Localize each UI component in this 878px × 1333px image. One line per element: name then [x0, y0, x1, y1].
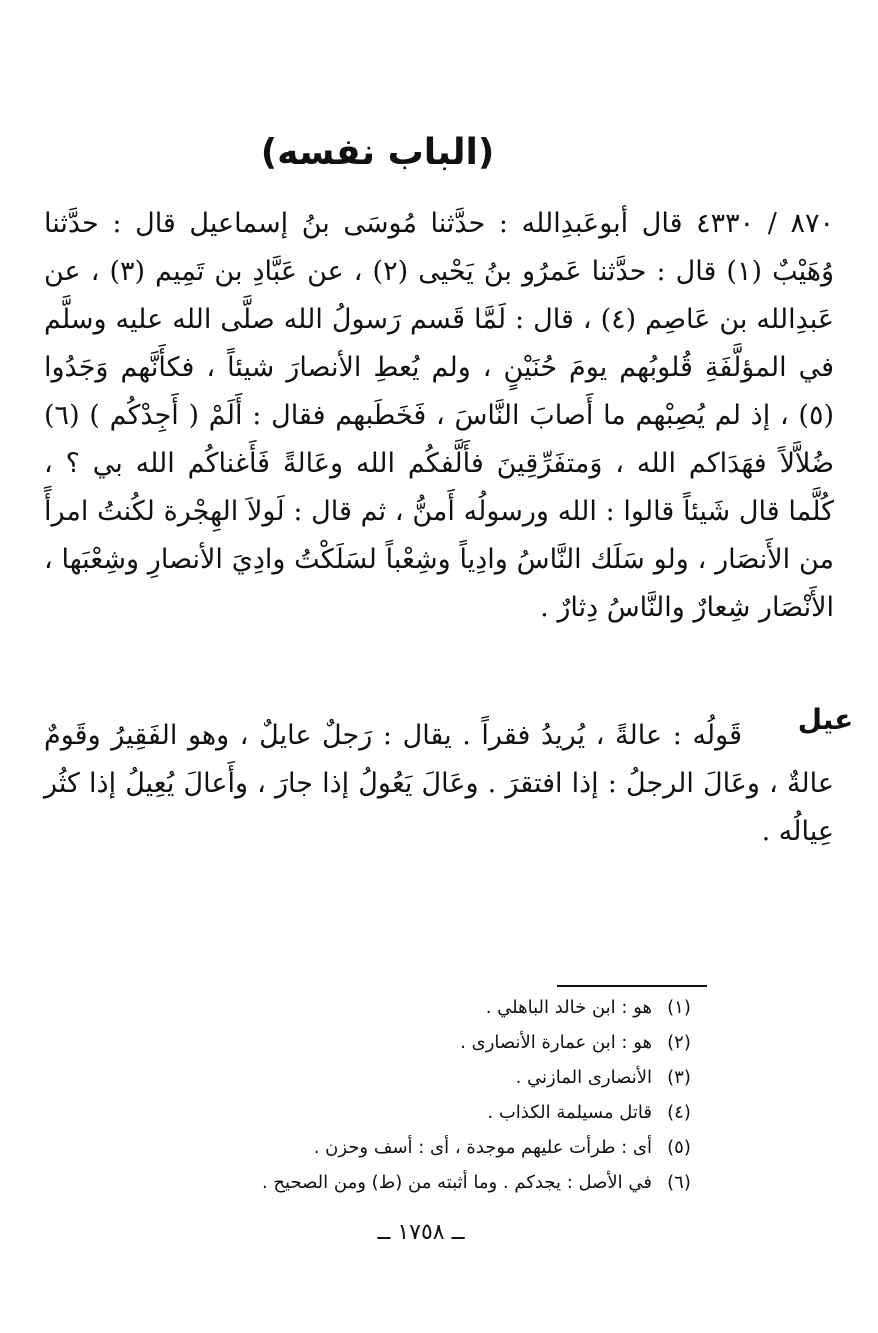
- footnote-number: (١): [667, 997, 691, 1018]
- footnote-number: (٢): [667, 1032, 691, 1053]
- footnotes-list: [146, 990, 706, 1200]
- footnote-number: (٦): [667, 1172, 691, 1193]
- footnote-number: (٤): [667, 1102, 691, 1123]
- footnote-text: أى : طرأت عليهم موجدة ، أى : أسف وحزن .: [313, 1137, 652, 1158]
- footnote-item: [146, 1130, 706, 1165]
- footnote-item: [146, 1025, 706, 1060]
- footnote-item: [146, 990, 706, 1025]
- gloss-text: قَولُه : عالةً ، يُريدُ فقراً . يقال : رَجلٌ عايلٌ ، وهو الفَقِيرُ وقَومٌ عالةٌ ، وعَالَ الرجلُ : إذا افتقرَ . وعَالَ يَعُولُ إذا جارَ ، وأَعالَ يُعِيلُ إذا كثُر عِيالُه .: [44, 720, 834, 847]
- hadith-block: [44, 200, 834, 632]
- footnote-item: [146, 1165, 706, 1200]
- hadith-text: ٨٧٠ / ٤٣٣٠ قال أبوعَبدِالله : حدَّثنا مُوسَى بنُ إسماعيل قال : حدَّثنا وُهَيْبٌ (١) قال : حدَّثنا عَمرُو بنُ يَحْيى (٢) ، عن عَبَّادِ بن تَمِيم (٣) ، عن عَبدِالله بن عَاصِم (٤) ، قال : لَمَّا قَسم رَسولُ الله صلَّى الله عليه وسلَّم في المؤلَّفَةِ قُلوبُهم يومَ حُنَيْنٍ ، ولم يُعطِ الأنصارَ شيئاً ، فكأَنَّهم وَجَدُوا (٥) ، إذ لم يُصِبْهم ما أَصابَ النَّاسَ ، فَخَطَبهم فقال : أَلَمْ ( أَجِدْكُم ) (٦) ضُلاَّلاً فهَدَاكم الله ، وَمتفَرِّقِينَ فأَلَّفكُم الله وعَالةً فَأَغناكُم الله بي ؟ ، كُلَّما قال شَيئاً قالوا : الله ورسولُه أَمنُّ ، ثم قال : لَولاَ الهِجْرة لكُنتُ امرأً من الأَنصَار ، ولو سَلَك النَّاسُ وادِياً وشِعْباً لسَلَكْتُ وادِيَ الأنصارِ وشِعْبَها ، الأَنْصَار شِعارٌ والنَّاسُ دِثارٌ .: [44, 208, 835, 623]
- gloss-lemma: عيل: [797, 703, 854, 736]
- footnote-number: (٥): [667, 1137, 691, 1158]
- footnote-text: هو : ابن عمارة الأنصارى .: [460, 1032, 652, 1053]
- footnote-text: الأنصارى المازني .: [515, 1067, 652, 1088]
- footnote-text: قاتل مسيلمة الكذاب .: [487, 1102, 652, 1123]
- page-number: ــ ١٧٥٨ ــ: [377, 1220, 465, 1245]
- footnote-text: في الأصل : يجدكم . وما أثبته من (ط) ومن الصحيح .: [261, 1172, 652, 1193]
- footnote-item: [146, 1060, 706, 1095]
- footnote-divider: [557, 985, 707, 987]
- gloss-block: [44, 712, 834, 856]
- footnote-number: (٣): [667, 1067, 691, 1088]
- footnote-text: هو : ابن خالد الباهلي .: [485, 997, 652, 1018]
- chapter-title: (الباب نفسه): [260, 132, 495, 173]
- footnote-item: [146, 1095, 706, 1130]
